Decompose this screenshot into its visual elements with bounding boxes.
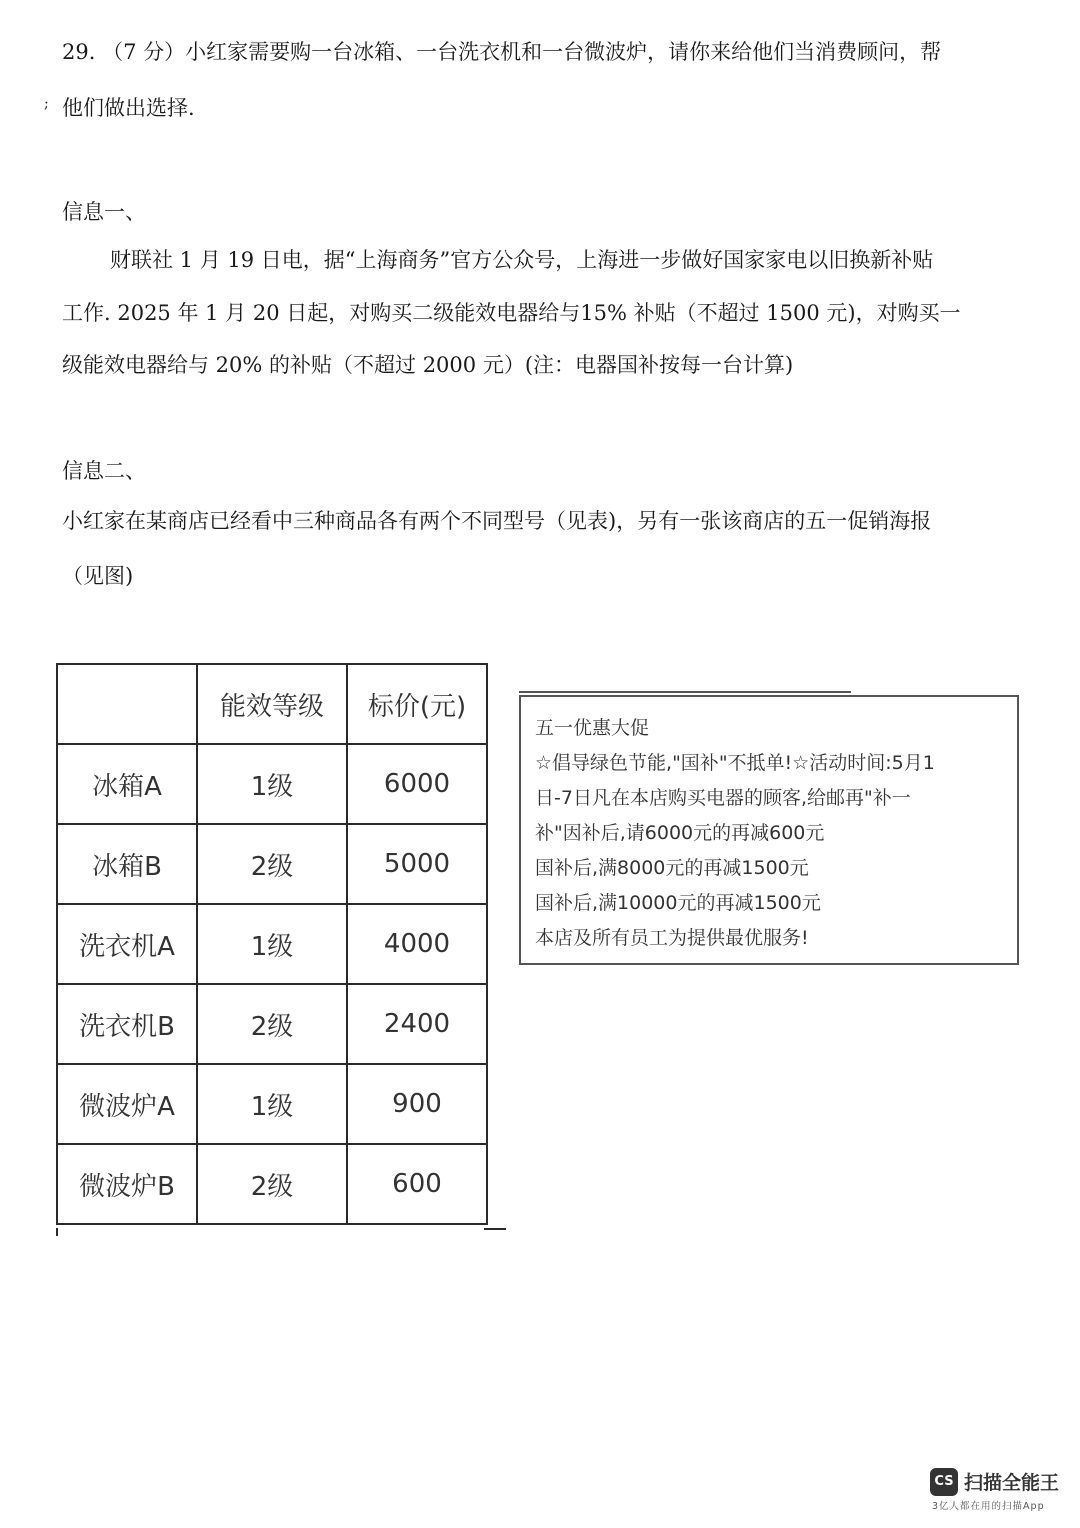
table-row — [57, 824, 487, 904]
price-cell: 6000 — [347, 744, 487, 824]
poster-top-border — [519, 691, 851, 693]
table-header-cell: 能效等级 — [197, 664, 347, 744]
watermark-brand-name: 扫描全能王 — [964, 1472, 1060, 1494]
camscanner-logo-icon: CS — [930, 1468, 958, 1496]
info2-line-2: （见图) — [62, 564, 134, 588]
poster-line: 日-7日凡在本店购买电器的顾客,给邮再"补一 — [535, 787, 911, 809]
poster-line: 国补后,满10000元的再减1500元 — [535, 892, 821, 914]
poster-title: 五一优惠大促 — [535, 717, 650, 739]
product-name-cell: 洗衣机B — [57, 984, 197, 1064]
price-cell: 5000 — [347, 824, 487, 904]
info1-line-1: 财联社 1 月 19 日电，据“上海商务”官方公众号，上海进一步做好国家家电以旧换新补贴 — [110, 248, 934, 272]
energy-grade-cell: 1级 — [197, 904, 347, 984]
product-name-cell: 微波炉A — [57, 1064, 197, 1144]
energy-grade-cell: 2级 — [197, 824, 347, 904]
watermark-tagline: 3亿人都在用的扫描App — [932, 1501, 1045, 1512]
product-name-cell: 冰箱B — [57, 824, 197, 904]
product-name-cell: 洗衣机A — [57, 904, 197, 984]
table-row — [57, 1064, 487, 1144]
table-row — [57, 1144, 487, 1224]
table-header-cell: 标价(元) — [347, 664, 487, 744]
info1-line-2: 工作. 2025 年 1 月 20 日起，对购买二级能效电器给与15% 补贴（不超过 1500 元)，对购买一 — [62, 301, 961, 325]
info1-line-3: 级能效电器给与 20% 的补贴（不超过 2000 元）(注：电器国补按每一台计算) — [62, 353, 794, 377]
table-corner-tick — [56, 1228, 58, 1236]
energy-grade-cell: 2级 — [197, 984, 347, 1064]
price-cell: 900 — [347, 1064, 487, 1144]
poster-line: 国补后,满8000元的再减1500元 — [535, 857, 809, 879]
info1-heading: 信息一、 — [62, 200, 146, 224]
promo-poster — [519, 695, 1019, 965]
margin-mark: ; — [44, 96, 49, 112]
table-header-row — [57, 664, 487, 744]
question-line-2: 他们做出选择. — [62, 96, 195, 120]
table-row — [57, 744, 487, 824]
poster-line: 补"因补后,请6000元的再减600元 — [535, 822, 825, 844]
info2-line-1: 小红家在某商店已经看中三种商品各有两个不同型号（见表)，另有一张该商店的五一促销海报 — [62, 509, 932, 533]
info2-heading: 信息二、 — [62, 459, 146, 483]
energy-grade-cell: 2级 — [197, 1144, 347, 1224]
table-underline — [484, 1228, 506, 1230]
price-cell: 2400 — [347, 984, 487, 1064]
table-row — [57, 904, 487, 984]
poster-line: ☆倡导绿色节能,"国补"不抵单!☆活动时间:5月1 — [535, 752, 935, 774]
table-header-cell — [57, 664, 197, 744]
product-name-cell: 微波炉B — [57, 1144, 197, 1224]
energy-grade-cell: 1级 — [197, 1064, 347, 1144]
energy-grade-cell: 1级 — [197, 744, 347, 824]
poster-line: 本店及所有员工为提供最优服务! — [535, 927, 809, 949]
product-table — [56, 663, 488, 1225]
product-name-cell: 冰箱A — [57, 744, 197, 824]
price-cell: 4000 — [347, 904, 487, 984]
question-line-1: 29. （7 分）小红家需要购一台冰箱、一台洗衣机和一台微波炉，请你来给他们当消费顾问，帮 — [62, 40, 942, 64]
price-cell: 600 — [347, 1144, 487, 1224]
table-row — [57, 984, 487, 1064]
